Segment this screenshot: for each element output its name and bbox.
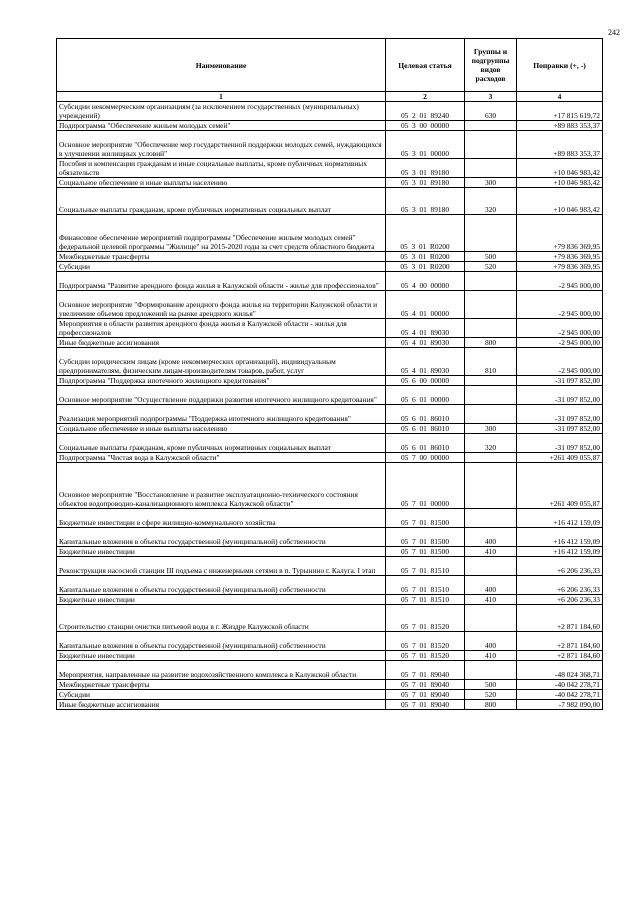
row-target-code: 05 6 01 86010 — [386, 424, 465, 434]
row-expense-group — [465, 463, 517, 509]
row-target-code: 05 3 01 R0200 — [386, 215, 465, 252]
table-row — [57, 595, 603, 605]
table-row — [57, 453, 603, 463]
row-amount: -31 097 852,00 — [517, 376, 603, 386]
row-amount: -2 945 000,00 — [517, 338, 603, 348]
row-name: Капитальные вложения в объекты государственной (муниципальной) собственности — [57, 632, 386, 651]
row-amount: +10 046 983,42 — [517, 188, 603, 215]
row-amount: -2 945 000,00 — [517, 272, 603, 291]
row-target-code: 05 3 01 R0200 — [386, 252, 465, 262]
row-amount: +6 206 236,33 — [517, 595, 603, 605]
row-target-code: 05 7 01 89040 — [386, 680, 465, 690]
table-row — [57, 690, 603, 700]
row-name: Межбюджетные трансферты — [57, 252, 386, 262]
row-name: Бюджетные инвестиции в сфере жилищно-коммунального хозяйства — [57, 509, 386, 528]
row-expense-group — [465, 386, 517, 405]
table-row — [57, 319, 603, 338]
table-row — [57, 376, 603, 386]
column-number: 1 — [57, 92, 386, 102]
row-expense-group — [465, 159, 517, 178]
row-amount: -48 024 368,71 — [517, 661, 603, 680]
row-target-code: 05 6 01 86010 — [386, 434, 465, 453]
row-expense-group — [465, 272, 517, 291]
row-amount: +6 206 236,33 — [517, 576, 603, 595]
row-target-code: 05 7 00 00000 — [386, 453, 465, 463]
row-expense-group: 630 — [465, 102, 517, 121]
table-body — [57, 102, 603, 710]
table-row — [57, 424, 603, 434]
row-target-code: 05 6 01 86010 — [386, 405, 465, 424]
row-expense-group: 500 — [465, 252, 517, 262]
row-expense-group: 320 — [465, 434, 517, 453]
row-target-code: 05 3 01 89180 — [386, 159, 465, 178]
row-amount: +2 871 184,60 — [517, 605, 603, 632]
row-expense-group — [465, 661, 517, 680]
row-expense-group: 810 — [465, 348, 517, 376]
row-name: Бюджетные инвестиции — [57, 651, 386, 661]
table-row — [57, 651, 603, 661]
row-name: Социальное обеспечение и иные выплаты населению — [57, 424, 386, 434]
row-name: Капитальные вложения в объекты государственной (муниципальной) собственности — [57, 528, 386, 547]
row-target-code: 05 3 00 00000 — [386, 121, 465, 131]
table-row — [57, 159, 603, 178]
row-target-code: 05 6 01 00000 — [386, 386, 465, 405]
row-name: Мероприятия в области развития арендного фонда жилья в Калужской области - жилья для профессионалов — [57, 319, 386, 338]
row-name: Основное мероприятие "Обеспечение мер государственной поддержки молодых семей, нуждающихся в улучшении жилищных условий" — [57, 131, 386, 159]
table-row — [57, 434, 603, 453]
row-amount: +17 815 619,72 — [517, 102, 603, 121]
row-amount: +2 871 184,60 — [517, 632, 603, 651]
row-name: Подпрограмма "Поддержка ипотечного жилищного кредитования" — [57, 376, 386, 386]
row-target-code: 05 4 01 89030 — [386, 338, 465, 348]
budget-amendments-table — [56, 38, 603, 710]
row-amount: +10 046 983,42 — [517, 159, 603, 178]
table-row — [57, 509, 603, 528]
table-row — [57, 252, 603, 262]
row-amount: -40 042 278,71 — [517, 690, 603, 700]
table-row — [57, 348, 603, 376]
row-amount: +89 883 353,37 — [517, 131, 603, 159]
row-expense-group: 520 — [465, 262, 517, 272]
row-name: Субсидии юридическим лицам (кроме некоммерческих организаций), индивидуальным предпринимателям, физическим лицам-производителям товаров, работ, услуг — [57, 348, 386, 376]
row-target-code: 05 7 01 89040 — [386, 690, 465, 700]
row-target-code: 05 7 01 81520 — [386, 632, 465, 651]
row-name: Социальное обеспечение и иные выплаты населению — [57, 178, 386, 188]
table-row — [57, 121, 603, 131]
row-amount: +79 836 369,95 — [517, 215, 603, 252]
row-name: Финансовое обеспечение мероприятий подпрограммы "Обеспечение жильем молодых семей" федеральной целевой программы "Жилище" на 2015-2020 годы за счет средств областного бюджета — [57, 215, 386, 252]
row-name: Субсидии — [57, 690, 386, 700]
header-amount: Поправки (+, -) — [517, 39, 603, 92]
row-amount: +16 412 159,09 — [517, 509, 603, 528]
row-expense-group: 500 — [465, 680, 517, 690]
row-target-code: 05 2 01 89240 — [386, 102, 465, 121]
row-amount: +79 836 369,95 — [517, 252, 603, 262]
row-amount: +10 046 983,42 — [517, 178, 603, 188]
row-name: Бюджетные инвестиции — [57, 595, 386, 605]
row-name: Субсидии — [57, 262, 386, 272]
row-target-code: 05 7 01 89040 — [386, 700, 465, 710]
table-row — [57, 528, 603, 547]
row-target-code: 05 7 01 81510 — [386, 557, 465, 576]
row-name: Социальные выплаты гражданам, кроме публичных нормативных социальных выплат — [57, 188, 386, 215]
table-row — [57, 215, 603, 252]
row-expense-group — [465, 376, 517, 386]
table-row — [57, 131, 603, 159]
row-name: Основное мероприятие "Формирование арендного фонда жилья на территории Калужской области и увеличение объемов предложений на рынке арендного жилья" — [57, 291, 386, 319]
row-target-code: 05 3 01 R0200 — [386, 262, 465, 272]
row-name: Основное мероприятие "Восстановление и развитие эксплуатационно-технического состояния объектов водопроводно-канализационного комплекса Калужской области" — [57, 463, 386, 509]
table-row — [57, 661, 603, 680]
row-target-code: 05 7 01 81500 — [386, 509, 465, 528]
row-amount: +6 206 236,33 — [517, 557, 603, 576]
table-row — [57, 680, 603, 690]
table-row — [57, 547, 603, 557]
row-expense-group: 300 — [465, 424, 517, 434]
table-row — [57, 632, 603, 651]
row-amount: -31 097 852,00 — [517, 424, 603, 434]
row-amount: -2 945 000,00 — [517, 319, 603, 338]
row-amount: +89 883 353,37 — [517, 121, 603, 131]
row-amount: +261 409 055,87 — [517, 463, 603, 509]
row-expense-group: 520 — [465, 690, 517, 700]
row-expense-group: 800 — [465, 338, 517, 348]
row-expense-group — [465, 509, 517, 528]
table-row — [57, 463, 603, 509]
table-row — [57, 102, 603, 121]
row-target-code: 05 3 01 00000 — [386, 131, 465, 159]
row-name: Субсидии некоммерческим организациям (за исключением государственных (муниципальных) учреждений) — [57, 102, 386, 121]
row-name: Межбюджетные трансферты — [57, 680, 386, 690]
row-name: Подпрограмма "Чистая вода в Калужской области" — [57, 453, 386, 463]
row-target-code: 05 6 00 00000 — [386, 376, 465, 386]
row-expense-group — [465, 453, 517, 463]
row-expense-group: 300 — [465, 178, 517, 188]
table-row — [57, 178, 603, 188]
row-name: Подпрограмма "Развитие арендного фонда жилья в Калужской области - жилье для профессионалов" — [57, 272, 386, 291]
row-amount: -2 945 000,00 — [517, 291, 603, 319]
row-name: Подпрограмма "Обеспечение жильем молодых семей" — [57, 121, 386, 131]
column-number: 3 — [465, 92, 517, 102]
row-target-code: 05 4 01 00000 — [386, 291, 465, 319]
row-expense-group: 400 — [465, 632, 517, 651]
row-name: Бюджетные инвестиции — [57, 547, 386, 557]
row-target-code: 05 7 01 00000 — [386, 463, 465, 509]
row-expense-group — [465, 131, 517, 159]
row-amount: -31 097 852,00 — [517, 434, 603, 453]
row-expense-group: 410 — [465, 547, 517, 557]
row-target-code: 05 4 01 89030 — [386, 319, 465, 338]
table-row — [57, 605, 603, 632]
row-name: Иные бюджетные ассигнования — [57, 338, 386, 348]
row-name: Пособия и компенсации гражданам и иные социальные выплаты, кроме публичных нормативных обязательств — [57, 159, 386, 178]
row-target-code: 05 7 01 81500 — [386, 528, 465, 547]
row-expense-group — [465, 319, 517, 338]
row-target-code: 05 4 01 89030 — [386, 348, 465, 376]
row-target-code: 05 7 01 81520 — [386, 605, 465, 632]
table-row — [57, 188, 603, 215]
table-row — [57, 405, 603, 424]
row-target-code: 05 7 01 81520 — [386, 651, 465, 661]
row-amount: -31 097 852,00 — [517, 405, 603, 424]
row-name: Строительство станции очистки питьевой воды в г. Жиздре Калужской области — [57, 605, 386, 632]
row-amount: -7 982 090,00 — [517, 700, 603, 710]
row-target-code: 05 4 00 00000 — [386, 272, 465, 291]
row-target-code: 05 7 01 81510 — [386, 595, 465, 605]
table-row — [57, 557, 603, 576]
row-expense-group — [465, 121, 517, 131]
column-number: 4 — [517, 92, 603, 102]
row-target-code: 05 7 01 81510 — [386, 576, 465, 595]
row-amount: +79 836 369,95 — [517, 262, 603, 272]
table-row — [57, 291, 603, 319]
row-amount: -2 945 000,00 — [517, 348, 603, 376]
page-number: 242 — [608, 28, 620, 37]
row-name: Капитальные вложения в объекты государственной (муниципальной) собственности — [57, 576, 386, 595]
row-expense-group — [465, 405, 517, 424]
row-target-code: 05 3 01 89180 — [386, 188, 465, 215]
row-expense-group — [465, 215, 517, 252]
row-target-code: 05 7 01 81500 — [386, 547, 465, 557]
row-expense-group — [465, 557, 517, 576]
table-row — [57, 262, 603, 272]
header-code: Целевая статья — [386, 39, 465, 92]
row-name: Мероприятия, направленные на развитие водохозяйственного комплекса в Калужской области — [57, 661, 386, 680]
row-target-code: 05 7 01 89040 — [386, 661, 465, 680]
column-number: 2 — [386, 92, 465, 102]
row-name: Иные бюджетные ассигнования — [57, 700, 386, 710]
row-name: Реализация мероприятий подпрограммы "Поддержка ипотечного жилищного кредитования" — [57, 405, 386, 424]
row-expense-group: 410 — [465, 595, 517, 605]
row-name: Реконструкция насосной станции III подъема с инженерными сетями в п. Турынино г. Калуга. I этап — [57, 557, 386, 576]
table-row — [57, 272, 603, 291]
row-expense-group: 800 — [465, 700, 517, 710]
column-number-row — [57, 92, 603, 102]
row-expense-group: 410 — [465, 651, 517, 661]
row-amount: +16 412 159,09 — [517, 528, 603, 547]
table-row — [57, 338, 603, 348]
row-expense-group: 400 — [465, 576, 517, 595]
row-amount: +261 409 055,87 — [517, 453, 603, 463]
table-row — [57, 700, 603, 710]
row-name: Основное мероприятие "Осуществление поддержки развития ипотечного жилищного кредитования" — [57, 386, 386, 405]
row-expense-group — [465, 291, 517, 319]
table-header — [57, 39, 603, 102]
row-target-code: 05 3 01 89180 — [386, 178, 465, 188]
header-name: Наименование — [57, 39, 386, 92]
row-amount: -40 042 278,71 — [517, 680, 603, 690]
table-row — [57, 386, 603, 405]
row-amount: -31 097 852,00 — [517, 386, 603, 405]
row-expense-group: 400 — [465, 528, 517, 547]
row-expense-group — [465, 605, 517, 632]
table-row — [57, 576, 603, 595]
row-amount: +16 412 159,09 — [517, 547, 603, 557]
header-group: Группы и подгруппы видов расходов — [465, 39, 517, 92]
row-name: Социальные выплаты гражданам, кроме публичных нормативных социальных выплат — [57, 434, 386, 453]
row-amount: +2 871 184,60 — [517, 651, 603, 661]
row-expense-group: 320 — [465, 188, 517, 215]
